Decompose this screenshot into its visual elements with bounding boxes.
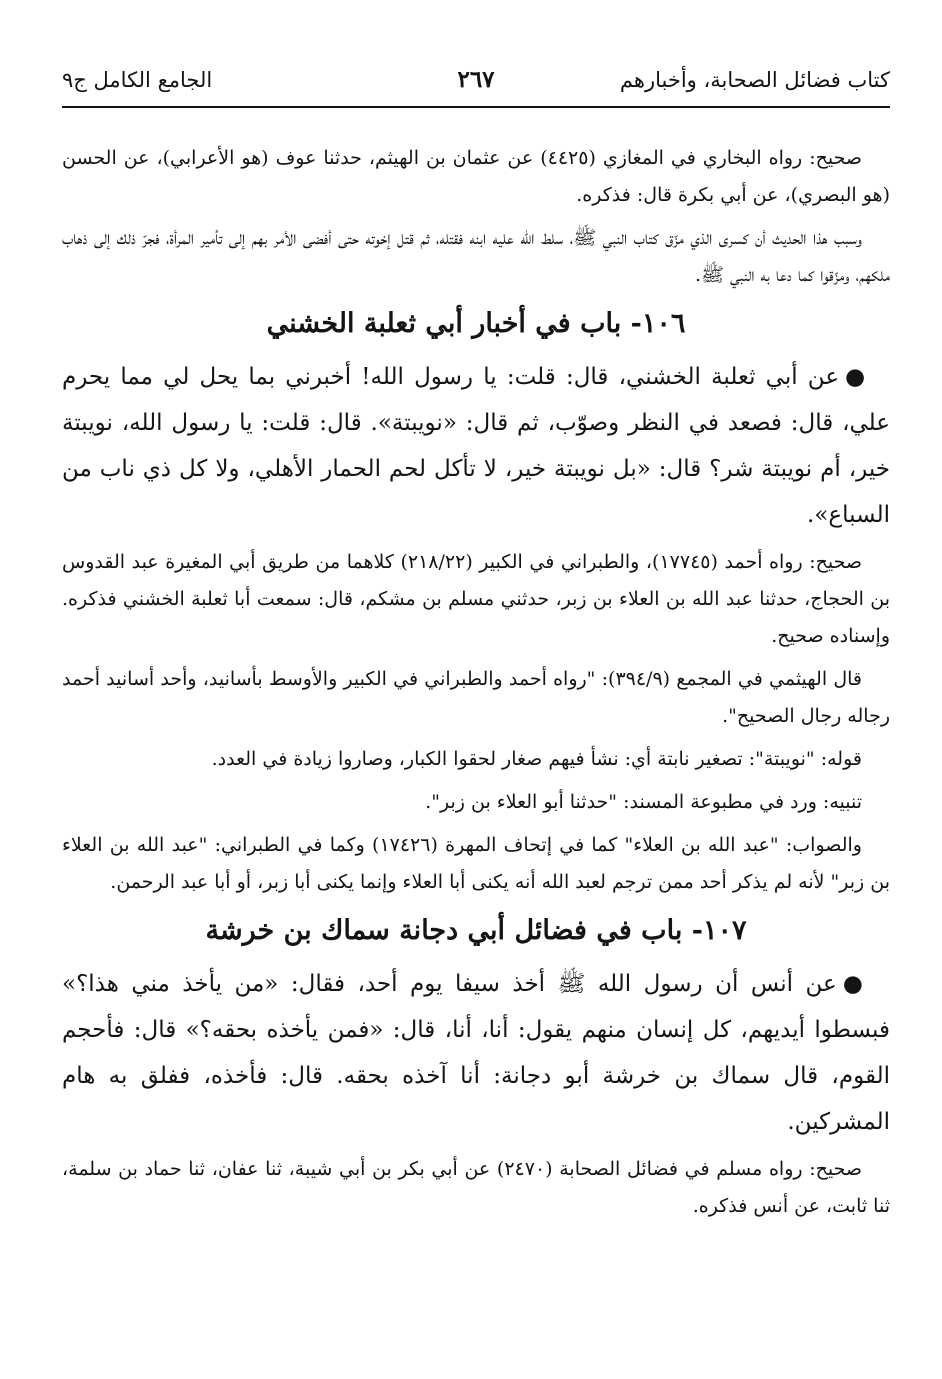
chapter-title: كتاب فضائل الصحابة، وأخبارهم [619,68,890,92]
takhrij-paragraph-2: صحيح: رواه أحمد (١٧٧٤٥)، والطبراني في الكبير (٢١٨/٢٢) كلاهما من طريق أبي المغيرة عبد القدوس بن الحجاج، حدثنا عبد الله بن العلاء بن زبر، حدثني مسلم بن مشكم، قال: سمعت أبا ثعلبة الخشني فذكره. وإسناده صحيح. [62,551,890,647]
correction-note: والصواب: "عبد الله بن العلاء" كما في إتحاف المهرة (١٧٤٢٦) وكما في الطبراني: "عبد الله بن العلاء بن زبر" لأنه لم يذكر أحد ممن ترجم لعبد الله أنه يكنى أبا العلاء وإنما يكنى أبا زبر، أو أبا عبد الرحمن. [62,834,890,893]
book-title: الجامع الكامل ج٩ [62,68,213,92]
gloss-note: قوله: "نويبتة": تصغير نابتة أي: نشأ فيهم صغار لحقوا الكبار، وصاروا زيادة في العدد. [211,748,862,770]
bullet-icon: ● [845,363,868,390]
takhrij-paragraph-1: صحيح: رواه البخاري في المغازي (٤٤٢٥) عن عثمان بن الهيثم، حدثنا عوف (هو الأعرابي)، عن الحسن (هو البصري)، عن أبي بكرة قال: فذكره. [62,147,890,206]
section-heading-107: ١٠٧- باب في فضائل أبي دجانة سماك بن خرشة [205,915,747,946]
hadith-text-1-body: عن أبي ثعلبة الخشني، قال: قلت: يا رسول الله! أخبرني بما يحل لي مما يحرم علي، قال: فصعد في النظر وصوّب، ثم قال: «نويبتة». قال: قلت: يا رسول الله، نويبتة خير، أم نويبتة شر؟ قال: «بل نويبتة خير، لا تأكل لحم الحمار الأهلي، ولا كل ذي ناب من السباع». [62,364,890,528]
bullet-icon: ● [842,970,868,997]
hadith-text-1 [62,354,890,538]
hadith-text-2 [62,961,890,1145]
running-header [62,66,890,108]
section-heading-106: ١٠٦- باب في أخبار أبي ثعلبة الخشني [266,308,686,339]
hadith-text-2-body: عن أنس أن رسول الله ﷺ أخذ سيفا يوم أحد، فقال: «من يأخذ مني هذا؟» فبسطوا أيديهم، كل إنسان منهم يقول: أنا، أنا، قال: «فمن يأخذه بحقه؟» قال: فأحجم القوم، قال سماك بن خرشة أبو دجانة: أنا آخذه بحقه. قال: فأخذه، ففلق به هام المشركين. [62,971,890,1135]
caution-note: تنبيه: ورد في مطبوعة المسند: "حدثنا أبو العلاء بن زبر". [425,791,862,813]
page-number: ٢٦٧ [457,66,495,93]
haythami-quote: قال الهيثمي في المجمع (٣٩٤/٩): "رواه أحمد والطبراني في الكبير والأوسط بأسانيد، وأحد أسانيد أحمد رجاله رجال الصحيح". [62,668,890,727]
page-body [62,140,890,1225]
takhrij-paragraph-3: صحيح: رواه مسلم في فضائل الصحابة (٢٤٧٠) عن أبي بكر بن أبي شيبة، ثنا عفان، ثنا حماد بن سلمة، ثنا ثابت، عن أنس فذكره. [62,1158,890,1217]
commentary-paragraph: وسبب هذا الحديث أن كسرى الذي مزّق كتاب النبي ﷺ، سلط الله عليه ابنه فقتله، ثم قتل إخوته حتى أفضى الأمر بهم إلى تأمير المرأة، فجرّ ذلك إلى ذهاب ملكهم، ومزّقوا كما دعا به النبي ﷺ. [62,227,890,286]
